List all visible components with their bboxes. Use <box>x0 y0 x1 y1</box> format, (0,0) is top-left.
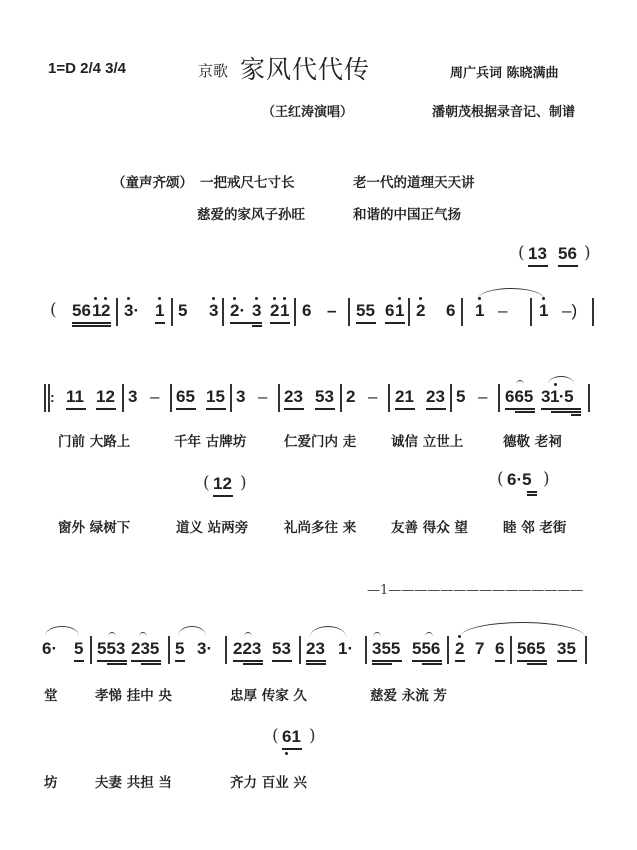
lyric: 道义 站两旁 <box>176 520 249 536</box>
repeat-dots: : <box>50 389 55 405</box>
staff-verse-2: 6· 5 553 235 5 3· 223 53 23 1· 355 556 2 7 6 565 35 <box>0 638 637 668</box>
lyric: 德敬 老祠 <box>503 434 562 450</box>
intro-prefix: （童声齐颂） <box>112 175 193 191</box>
lyric: 齐力 百业 兴 <box>230 775 307 791</box>
key-time-signature: 1=D 2/4 3/4 <box>48 60 126 77</box>
lyric: 睦 邻 老街 <box>503 520 567 536</box>
lyric: 慈爱 永流 芳 <box>370 688 447 704</box>
lyric: 千年 古牌坊 <box>174 434 247 450</box>
lyric: 诚信 立世上 <box>391 434 464 450</box>
lyric: 坊 <box>44 775 58 791</box>
lyric: 堂 <box>44 688 58 704</box>
lyric: 夫妻 共担 当 <box>95 775 172 791</box>
intro-line1-b: 老一代的道理天天讲 <box>353 175 475 191</box>
lyric: 仁爱门内 走 <box>284 434 357 450</box>
song-title: 家风代代传 <box>240 55 371 84</box>
intro-line2-a: 慈爱的家风子孙旺 <box>197 207 305 223</box>
transcriber: 潘朝茂根据录音记、制谱 <box>432 105 576 120</box>
lyric: 门前 大路上 <box>58 434 131 450</box>
volta-bracket-1: —1——————————————— <box>367 583 584 598</box>
lyric: 礼尚多往 来 <box>284 520 357 536</box>
staff-intro: ( 56 1 2 3· 1 5 3 2· 3 2 1 6 – 55 6 1 2 6 1 – 1 –) <box>0 300 637 330</box>
genre-label: 京歌 <box>198 62 229 80</box>
tie-slur <box>478 288 544 299</box>
intro-line2-b: 和谐的中国正气扬 <box>353 207 461 223</box>
lyric: 忠厚 传家 久 <box>230 688 307 704</box>
intro-line1-a: 一把戒尺七寸长 <box>200 175 295 191</box>
credits: 周广兵词 陈晓满曲 <box>450 66 559 81</box>
lyric: 孝悌 挂中 央 <box>95 688 172 704</box>
lyric: 窗外 绿树下 <box>58 520 131 536</box>
staff-verse-1: : 11 12 3 – 65 15 3 – 23 53 2 – 21 23 5 – 665 31·5 <box>0 386 637 416</box>
lyric: 友善 得众 望 <box>391 520 468 536</box>
performer: （王红涛演唱） <box>262 105 354 120</box>
